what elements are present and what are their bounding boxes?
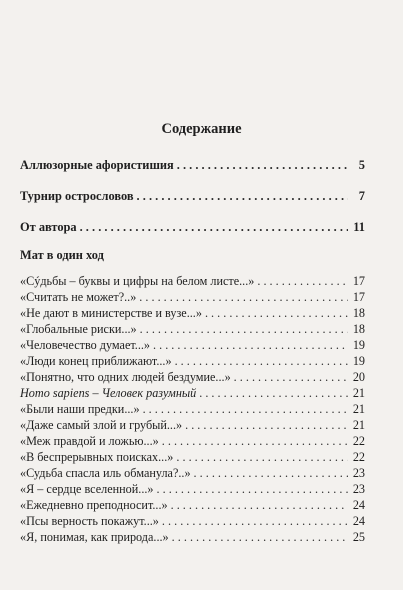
toc-entry-label: Турнир острословов (20, 189, 134, 203)
toc-entry-page: 21 (352, 402, 365, 416)
toc-entry (20, 306, 365, 321)
toc-entry (20, 386, 365, 401)
dot-leader (175, 354, 348, 369)
toc-entry-page: 5 (358, 158, 365, 172)
dot-leader (162, 434, 348, 449)
toc-entry-page: 24 (352, 514, 365, 528)
toc-entry-page: 25 (352, 530, 365, 544)
dot-leader (234, 370, 348, 385)
toc-entry-label: «Глобальные риски...» (20, 322, 137, 336)
toc-entry (20, 514, 365, 529)
section-title: Мат в один ход (20, 248, 104, 262)
toc-entry-page: 22 (352, 434, 365, 448)
toc-entry (20, 498, 365, 513)
toc-entry-label: «Люди конец приближают...» (20, 354, 172, 368)
dot-leader (257, 274, 348, 289)
toc-entry-label: «Понятно, что одних людей бездумие...» (20, 370, 231, 384)
toc-entry (20, 338, 365, 353)
dot-leader (157, 482, 348, 497)
toc-entry-page: 18 (352, 322, 365, 336)
toc-entry-page: 21 (352, 418, 365, 432)
toc-entry (20, 189, 365, 204)
dot-leader (172, 530, 348, 545)
toc-entry (20, 418, 365, 433)
toc-entry-label: «Сýдьбы – буквы и цифры на белом листе...» (20, 274, 255, 288)
toc-entry-page: 23 (352, 482, 365, 496)
toc-entry-label: Аллюзорные афористишия (20, 158, 174, 172)
toc-entry-label: «Судьба спасла иль обманула?..» (20, 466, 191, 480)
toc-entry (20, 466, 365, 481)
dot-leader (177, 158, 348, 173)
dot-leader (162, 514, 348, 529)
toc-entry-page: 11 (353, 220, 365, 234)
toc-entry (20, 482, 365, 497)
toc-entry-label: «Я, понимая, как природа...» (20, 530, 169, 544)
toc-entry (20, 274, 365, 289)
toc-entry (20, 530, 365, 545)
toc-entry (20, 220, 365, 235)
toc-entry (20, 434, 365, 449)
toc-entry (20, 158, 365, 173)
toc-entry-label: «В беспрерывных поисках...» (20, 450, 174, 464)
toc-entry-page: 18 (352, 306, 365, 320)
dot-leader (176, 450, 348, 465)
toc-entry-page: 22 (352, 450, 365, 464)
toc-entry-page: 20 (352, 370, 365, 384)
toc-entry-page: 19 (352, 338, 365, 352)
dot-leader (171, 498, 348, 513)
dot-leader (185, 418, 348, 433)
toc-entry-page: 7 (358, 189, 365, 203)
toc-entry-label: «Человечество думает...» (20, 338, 151, 352)
toc-entry-label: «Ежедневно преподносит...» (20, 498, 168, 512)
dot-leader (199, 386, 348, 401)
dot-leader (137, 189, 348, 204)
toc-entry (20, 354, 365, 369)
toc-entry-page: 19 (352, 354, 365, 368)
toc-entry-label: «Были наши предки...» (20, 402, 140, 416)
toc-entry-label: «Я – сердце вселенной...» (20, 482, 154, 496)
toc-entry-page: 17 (352, 290, 365, 304)
dot-leader (143, 402, 348, 417)
dot-leader (80, 220, 348, 235)
dot-leader (140, 322, 348, 337)
toc-entry (20, 402, 365, 417)
toc-entry-label-italic: Homo sapiens – Человек разумный (20, 386, 197, 400)
toc-entry (20, 322, 365, 337)
toc-entry-label: «Меж правдой и ложью...» (20, 434, 159, 448)
toc-entry-page: 23 (352, 466, 365, 480)
dot-leader (194, 466, 348, 481)
toc-entry-page: 24 (352, 498, 365, 512)
dot-leader (139, 290, 348, 305)
toc-entry-label: От автора (20, 220, 77, 234)
toc-entry-page: 21 (352, 386, 365, 400)
toc-entry (20, 290, 365, 305)
toc-entry-label: «Псы верность покажут...» (20, 514, 159, 528)
page-title: Содержание (161, 121, 242, 137)
toc-entry (20, 370, 365, 385)
toc-entry-label: «Не дают в министерстве и вузе...» (20, 306, 202, 320)
toc-entry (20, 450, 365, 465)
toc-entry-label (20, 386, 196, 401)
toc-entry-label: «Считать не может?..» (20, 290, 137, 304)
dot-leader (205, 306, 348, 321)
toc-entry-label: «Даже самый злой и грубый...» (20, 418, 183, 432)
toc-entry-page: 17 (352, 274, 365, 288)
dot-leader (153, 338, 348, 353)
